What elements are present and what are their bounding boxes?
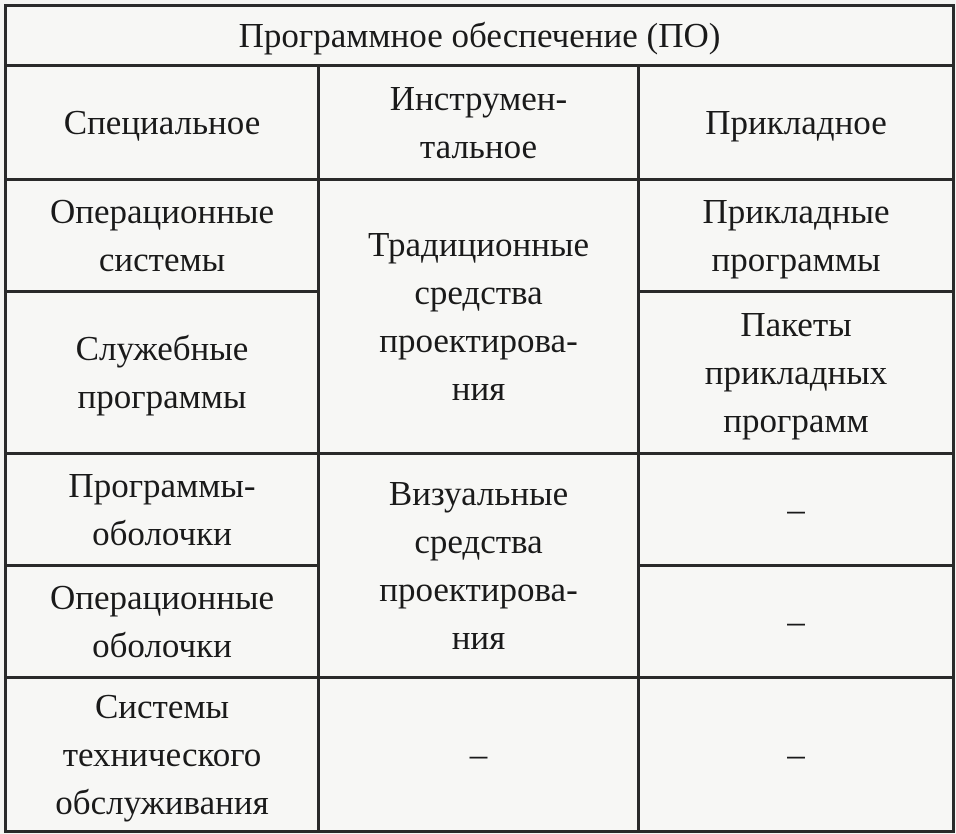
instrumental-cell-empty <box>319 678 639 832</box>
header-instrumental-cell <box>319 66 639 180</box>
applied-item: Пакеты прикладных программ <box>704 304 888 440</box>
instrumental-item: Традиционные средства проектирова- ния <box>367 224 590 408</box>
special-cell-operating-systems <box>6 180 319 292</box>
applied-item: – <box>787 601 805 641</box>
applied-cell-applied-programs <box>639 180 954 292</box>
special-cell-maintenance-systems <box>6 678 319 832</box>
special-cell-operating-shells <box>6 566 319 678</box>
special-item: Операционные системы <box>49 191 275 279</box>
header-applied-cell <box>639 66 954 180</box>
applied-item: – <box>787 489 805 529</box>
applied-cell-empty <box>639 678 954 832</box>
special-item: Операционные оболочки <box>49 577 275 665</box>
applied-item: – <box>787 734 805 774</box>
table-title-cell <box>6 6 954 66</box>
special-item: Служебные программы <box>75 328 249 416</box>
instrumental-cell-traditional <box>319 180 639 454</box>
instrumental-cell-visual <box>319 454 639 678</box>
special-cell-utility-programs <box>6 292 319 454</box>
software-classification-table <box>4 4 955 833</box>
header-applied: Прикладное <box>705 102 887 142</box>
applied-cell-application-packages <box>639 292 954 454</box>
instrumental-item: – <box>469 734 488 774</box>
applied-item: Прикладные программы <box>702 191 890 279</box>
table-title: Программное обеспечение (ПО) <box>238 15 721 55</box>
header-instrumental: Инструмен- тальное <box>389 78 568 166</box>
instrumental-item: Визуальные средства проектирова- ния <box>379 473 578 657</box>
header-special: Специальное <box>63 102 261 142</box>
applied-cell-empty <box>639 454 954 566</box>
header-special-cell <box>6 66 319 180</box>
special-item: Программы- оболочки <box>68 465 256 553</box>
applied-cell-empty <box>639 566 954 678</box>
special-item: Системы технического обслуживания <box>55 686 269 822</box>
special-cell-shell-programs <box>6 454 319 566</box>
